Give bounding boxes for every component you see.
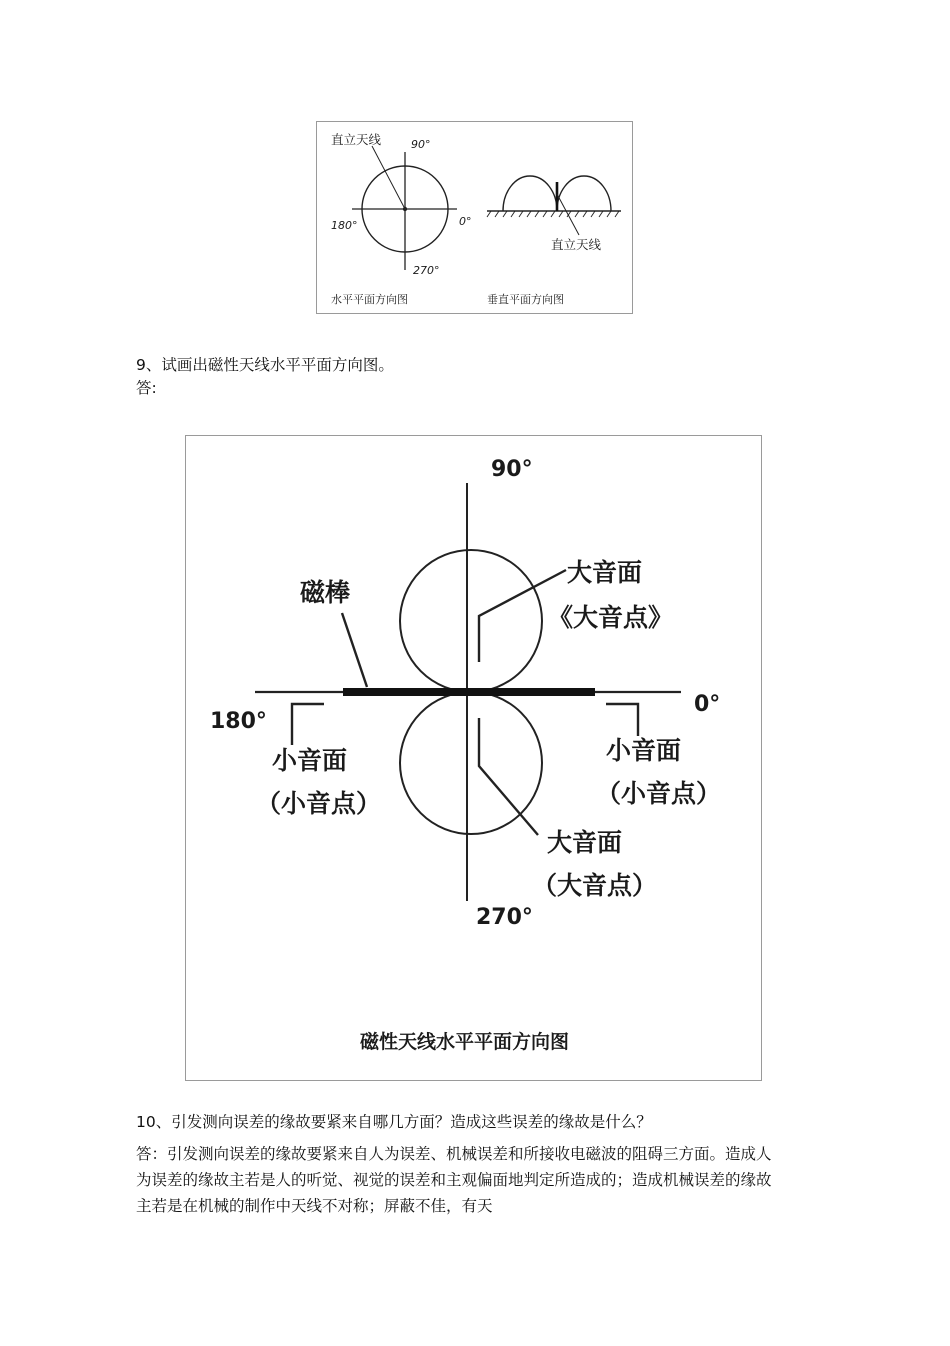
lower-big-face-leader (479, 718, 538, 835)
question-9: 9、试画出磁性天线水平平面方向图。 (136, 356, 394, 374)
left-small-face-label: 小音面 (272, 746, 348, 775)
right-small-face-label: 小音面 (606, 736, 682, 765)
left-small-point-label: （小音点） (256, 789, 382, 818)
vertical-pattern-left-lobe (503, 176, 557, 211)
deg-0-label-small: 0° (459, 215, 472, 228)
antenna-dot (403, 207, 407, 211)
magnetic-antenna-figure (185, 435, 762, 1081)
deg-0-label: 0° (694, 692, 721, 717)
vertical-plane-caption: 垂直平面方向图 (487, 293, 564, 306)
left-small-face-leader (292, 704, 324, 745)
deg-90-label: 90° (491, 457, 533, 482)
antenna-pattern-figure (316, 121, 633, 314)
rod-label: 磁棒 (300, 578, 351, 607)
deg-180-label-small: 180° (331, 219, 358, 232)
antenna-leader-line (372, 146, 405, 209)
upper-big-point-label: 《大音点》 (548, 603, 674, 632)
right-small-face-leader (606, 704, 638, 736)
deg-180-label: 180° (210, 709, 267, 734)
antenna-pattern-drawing (317, 122, 634, 315)
upper-pattern-lobe (400, 550, 542, 692)
answer-9-prefix: 答: (136, 379, 157, 397)
deg-270-label: 270° (476, 905, 533, 930)
deg-270-label-small: 270° (413, 264, 440, 277)
horizontal-plane-caption: 水平平面方向图 (331, 293, 408, 306)
magnetic-rod (343, 688, 595, 696)
deg-90-label-small: 90° (411, 138, 431, 151)
figure-caption: 磁性天线水平平面方向图 (360, 1031, 570, 1053)
question-10: 10、引发测向误差的缘故要紧来自哪几方面？造成这些误差的缘故是什么？ (136, 1113, 652, 1131)
vertical-pattern-right-lobe (557, 176, 611, 211)
ground-hatching (487, 211, 619, 217)
right-small-point-label: （小音点） (596, 779, 722, 808)
antenna-label-left: 直立天线 (331, 132, 382, 147)
magnetic-antenna-drawing (186, 436, 763, 1082)
antenna-label-right: 直立天线 (551, 237, 602, 252)
rod-leader-line (342, 613, 367, 687)
lower-big-face-label: 大音面 (547, 828, 623, 857)
lower-big-point-label: （大音点） (532, 871, 658, 900)
answer-10: 答：引发测向误差的缘故要紧来自人为误差、机械误差和所接收电磁波的阻碍三方面。造成人为误差的缘故主若是人的听觉、视觉的误差和主观偏面地判定所造成的；造成机械误差的缘故主若是在机械的制作中天线不对称；屏蔽不佳，有天 (136, 1145, 772, 1215)
lower-pattern-lobe (400, 692, 542, 834)
upper-big-face-label: 大音面 (567, 558, 643, 587)
